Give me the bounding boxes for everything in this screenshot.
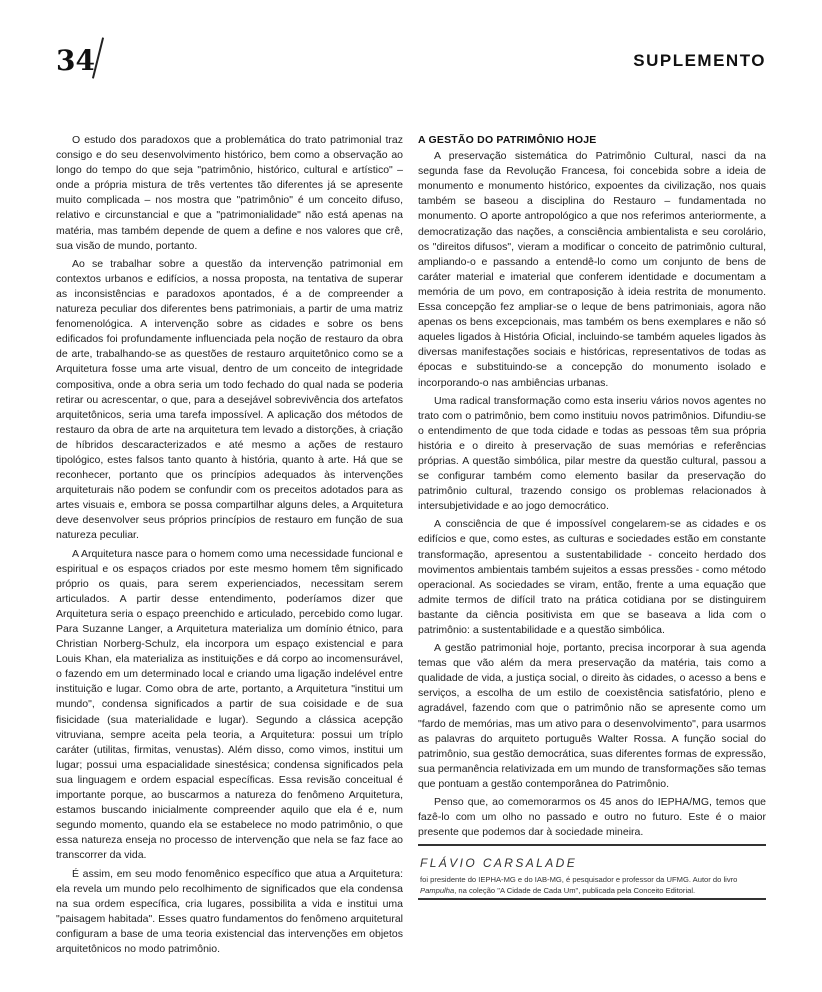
author-bio-text: foi presidente do IEPHA-MG e do IAB-MG, é pesquisador e professor da UFMG. Autor do livro (420, 875, 738, 884)
author-name: FLÁVIO CARSALADE (420, 856, 578, 870)
paragraph: A preservação sistemática do Patrimônio Cultural, nasci da na segunda fase da Revolução Francesa, foi concebida sobre a ideia de monumento e monumento histórico, expoentes da civilização, nos quais também se baseou a disciplina do Restauro – fundamentada no monumento. O aporte antropológico a que nos referimos anteriormente, a democratização das nações, a consciência ambientalista e seu corolário, os "direitos difusos", vieram a modificar o conceito de patrimônio cultural, ampliando-o e passando a entendê-lo como um conjunto de bens de caráter material e imaterial que conferem identidade e documentam a memória de um povo, em contraposição à ideia restrita de monumento. Essa concepção fez ampliar-se o leque de bens patrimoniais, agora não apenas os bens excepcionais, mas também os bens exemplares e não só aqueles ligados à História Oficial, incluindo-se também aqueles ligados às diversas manifestações sociais e históricas, representativos de todas as épocas e substituindo-se a concepção do monumento isolado e incorporando-o nas ambiências urbanas. (418, 150, 766, 389)
author-book-title: Pampulha (420, 886, 455, 896)
page-number: 34 (56, 44, 95, 77)
paragraph: Uma radical transformação como esta inseriu vários novos agentes no trato com o patrimônio, bem como instituiu novos patrimônios. Difundiu-se o entendimento de que toda cidade e todas as pessoas têm sua própria história e o direito à preservação de suas memórias e referências próprias. A questão simbólica, pilar mestre da questão cultural, passou a se configurar também como elemento basilar da preservação do patrimônio cultural, trazendo consigo os problemas relacionados à intersubjetividade e ao jogo democrático. (418, 394, 766, 513)
author-box (418, 856, 766, 896)
author-bio (420, 874, 766, 896)
author-bio-text: , na coleção "A Cidade de Cada Um", publicada pela Conceito Editorial. (454, 886, 696, 896)
paragraph: A consciência de que é impossível congelarem-se as cidades e os edifícios e que, como estes, as culturas e sociedades estão em constante transformação, apresentou a sustentabilidade - conceito herdado dos movimentos ambientais também sujeitos a essas pressões - como método operacional. As sociedades se viram, então, frente a uma equação que admite termos de difícil trato na prática cotidiana por se distinguirem bastante da ciência positivista em que se baseava a lida com o patrimônio: a sustentabilidade e a questão simbólica. (418, 518, 766, 636)
article-right-column (418, 133, 766, 843)
section-title: SUPLEMENTO (633, 51, 766, 70)
section-heading: A GESTÃO DO PATRIMÔNIO HOJE (418, 134, 597, 146)
paragraph: A Arquitetura nasce para o homem como uma necessidade funcional e espiritual e os espaços criados por este mesmo homem têm significado próprio os quais, para serem experienciados, necessitam serem articulados. A partir desse entendimento, poderíamos dizer que Arquitetura seria o espaço preenchido e articulado, percebido como lugar. Para Suzanne Langer, a Arquitetura materializa um domínio étnico, para Christian Norberg-Schulz, ela incorpora um espaço existencial e para Louis Khan, ela materializa as instituições e dá corpo ao incomensurável, o fazendo em um determinado local e criando uma ligação indelével entre instituição e lugar. Como obra de arte, portanto, a Arquitetura "institui um mundo", condensa significados a partir de sua coisidade e de sua fisicidade (sua materialidade e lugar). Segundo a clássica acepção vitruviana, sempre aceita pela teoria, a Arquitetura: possui um tríplo caráter (utilitas, firmitas, venustas). Além disso, como vimos, institui um lugar; possui uma espacialidade sinestésica; condensa significados pela sua linguagem e ordem espacial específicas. Essa revisão conceitual é importante porque, ao buscarmos a natureza do fenômeno Arquitetura, estamos buscando inicialmente compreender aquilo que ela é e, num segundo momento, quando ela se estabelece no modo patrimônio, o que essa natureza enseja no processo de intervenção que nela se faz face ao transcorrer da vida. (56, 547, 403, 862)
paragraph: A gestão patrimonial hoje, portanto, precisa incorporar à sua agenda temas que vão além da mera preservação da matéria, tais como a qualidade de vida, a justiça social, o direito às cidades, o acesso a bens e serviços, a escolha de um estilo de coexistência satisfatório, pleno e agradável, fazendo com que o patrimônio não se apresente como um "fardo de memórias, mas um ativo para o desenvolvimento", para usarmos as palavras do arquiteto português Walter Rossa. A função social do patrimônio, sua gestão democrática, suas diferentes formas de expressão, sua permanência relativizada em um mundo de transformações são temas que pontuam a gestão contemporânea do Patrimônio. (418, 642, 766, 790)
author-top-rule (418, 844, 766, 846)
article-left-column (56, 133, 403, 960)
paragraph: Penso que, ao comemorarmos os 45 anos do IEPHA/MG, temos que fazê-lo com um olho no passado e outro no futuro. Este é o maior presente que podemos dar à sociedade mineira. (418, 796, 766, 839)
paragraph: Ao se trabalhar sobre a questão da intervenção patrimonial em contextos urbanos e edifícios, a nossa proposta, na tentativa de superar as inconsistências e paradoxos apontados, é a de compreender a natureza peculiar dos diferentes bens patrimoniais, a partir de uma matriz fenomenológica. A intervenção sobre as cidades e sobre os bens edificados foi profundamente influenciada pela noção de restauro da obra de arte, trabalhando-se as questões de restauro arquitetônico como se a Arquitetura fosse uma arte visual, dentro de um conceito de integridade compositiva, onde a obra seria um todo fechado do qual nada se poderia retirar ou acrescentar, o que, para a desejável sobrevivência dos artefatos arquitetônicos, seria uma tarefa impossível. A aplicação dos métodos de restauro da obra de arte na arquitetura tem levado a distorções, à criação de híbridos descaracterizados e até mesmo a ações de restauro tipológico, estes falsos tanto quanto à história, quanto à arte. Há que se reconhecer, portanto que os princípios adequados às intervenções arquiteturais não podem se confundir com os preceitos adotados para as artes visuais e, embora se possa compartilhar alguns deles, a Arquitetura deve desenvolver seus próprios princípios de restauro em função de sua natureza peculiar. (56, 257, 403, 542)
author-bottom-rule (418, 898, 766, 900)
paragraph: O estudo dos paradoxos que a problemática do trato patrimonial traz consigo e do seu desenvolvimento histórico, bem como a observação ao longo do tempo do que seja "patrimônio, histórico, cultural e artístico" – onde a própria mistura de três vertentes tão diferentes já se apresente muito complicada – nos mostra que "patrimônio" é um conceito difuso, relativo e circunstancial e que a "patrimonialidade" não está apenas na matéria, mas também depende de quem a define e nos valores que crê, sua visão de mundo, portanto. (56, 134, 403, 252)
paragraph: É assim, em seu modo fenomênico específico que atua a Arquitetura: ela revela um mundo pelo recolhimento de significados que ela condensa na sua ordem específica, cria lugares, possibilita a vida e institui uma "paisagem habitada". Esses quatro fundamentos do fenômeno arquitetural configuram a base de uma teoria existencial das intervenções em objetos arquitetônicos no modo patrimônio. (56, 867, 403, 955)
